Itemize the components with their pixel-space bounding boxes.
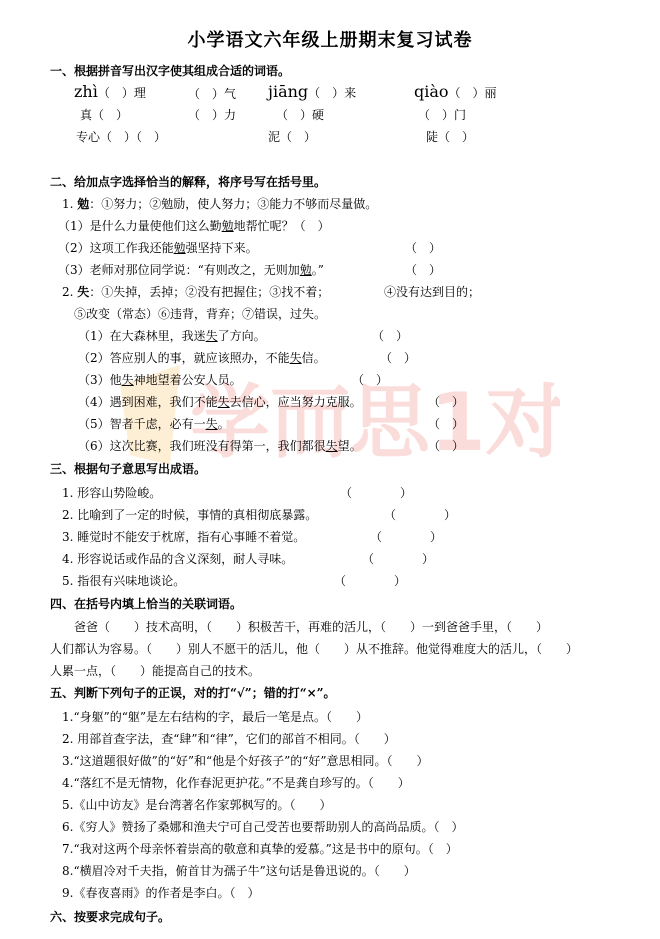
tf-3: 3.“这道题很好做”的“好”和“他是个好孩子”的“好”意思相同。（ ） (62, 754, 429, 768)
conj-line-1: 爸爸（ ）技术高明，（ ）积极苦干，再难的活儿，（ ）一到爸爸手里，（ ） (74, 620, 549, 634)
word2-q1: （1）在大森林里，我迷失了方向。 (78, 329, 266, 343)
word2-defs-1b: ④没有达到目的； (384, 285, 481, 299)
tf-7: 7.“我对这两个母亲怀着崇高的敬意和真挚的爱慕。”这是书中的原句。（ ） (62, 842, 458, 856)
word2-defs-2: ⑤改变（常态）⑥违背，背弃；⑦错误，过失。 (74, 307, 327, 321)
row3-item3: 陡（ ） (426, 130, 475, 144)
row3-item1: 专心（ ）（ ） (76, 130, 167, 144)
row2-item1: 真（ ） (80, 108, 129, 122)
word2-q2-blank: （ ） (380, 351, 417, 365)
word1-q3: （3）老师对那位同学说：“有则改之，无则加勉。” (58, 263, 324, 277)
word2-q6: （6）这次比赛，我们班没有得第一，我们都很失望。 (78, 439, 362, 453)
conj-line-2: 人们都认为容易。（ ）别人不愿干的活儿，他（ ）从不推辞。他觉得难度大的活儿，（ ） (50, 642, 579, 656)
tf-9: 9.《春夜喜雨》的作者是李白。（ ） (62, 886, 260, 900)
tf-1: 1.“身躯”的“躯”是左右结构的字，最后一笔是点。（ ） (62, 710, 368, 724)
idiom-4: 4. 形容说话或作品的含义深刻，耐人寻味。 (62, 552, 294, 566)
row2-item2: （ ）力 (188, 108, 237, 122)
tf-6: 6.《穷人》赞扬了桑娜和渔夫宁可自己受苦也要帮助别人的高尚品质。（ ） (62, 820, 464, 834)
word1-q3-blank: （ ） (405, 263, 442, 277)
word1-q2: （2）这项工作我还能勉强坚持下来。 (58, 241, 258, 255)
conj-line-3: 人累一点，（ ）能提高自己的技术。 (50, 664, 261, 678)
tf-2: 2. 用部首查字法，查“肆”和“律”，它们的部首不相同。（ ） (62, 732, 396, 746)
idiom-1-blank: （ ） (340, 486, 413, 500)
word2-q4: （4）遇到困难，我们不能失去信心，应当努力克服。 (78, 395, 362, 409)
idiom-5-blank: （ ） (334, 574, 407, 588)
idiom-2-blank: （ ） (384, 508, 457, 522)
word2-q5: （5）智者千虑，必有一失。 (78, 417, 230, 431)
tf-5: 5.《山中访友》是台湾著名作家郭枫写的。（ ） (62, 798, 332, 812)
pinyin-qiao: qiào（ ）丽 (414, 82, 497, 101)
word2-q4-blank: （ ） (428, 395, 465, 409)
page-title: 小学语文六年级上册期末复习试卷 (187, 30, 473, 51)
idiom-3: 3. 睡觉时不能安于枕席，指有心事睡不着觉。 (62, 530, 306, 544)
section-6-heading: 六、按要求完成句子。 (50, 910, 171, 924)
svg-text:学而思1对1: 学而思1对 (190, 376, 560, 469)
word2-q3: （3）他失神地望着公安人员。 (78, 373, 242, 387)
row2-item3: （ ）硬 (276, 108, 325, 122)
idiom-2: 2. 比喻到了一定的时候，事情的真相彻底暴露。 (62, 508, 318, 522)
row2-item4: （ ）门 (418, 108, 467, 122)
word2-defs-1: 2. 失：①失掉，丢掉；②没有把握住；③找不着； (62, 285, 330, 299)
row3-item2: 泥（ ） (268, 130, 317, 144)
blank-qi: （ ）气 (188, 87, 237, 101)
word2-q1-blank: （ ） (372, 329, 409, 343)
section-5-heading: 五、判断下列句子的正误，对的打“√”；错的打“×”。 (50, 686, 336, 700)
pinyin-jiang: jiāng（ ）来 (268, 82, 357, 101)
word2-q6-blank: （ ） (428, 439, 465, 453)
section-2-heading: 二、给加点字选择恰当的解释，将序号写在括号里。 (50, 175, 327, 189)
word2-q3-blank: （ ） (352, 373, 389, 387)
section-4-heading: 四、在括号内填上恰当的关联词语。 (50, 597, 243, 611)
idiom-3-blank: （ ） (370, 530, 443, 544)
tf-8: 8.“横眉冷对千夫指，俯首甘为孺子牛”这句话是鲁迅说的。（ ） (62, 864, 416, 878)
idiom-1: 1. 形容山势险峻。 (62, 486, 162, 500)
word1-defs: 1. 勉：①努力；②勉励，使人努力；③能力不够而尽量做。 (62, 197, 378, 211)
idiom-5: 5. 指很有兴味地谈论。 (62, 574, 186, 588)
section-1-heading: 一、根据拼音写出汉字使其组成合适的词语。 (50, 64, 291, 78)
idiom-4-blank: （ ） (362, 552, 435, 566)
word1-q2-blank: （ ） (405, 241, 442, 255)
word2-q2: （2）答应别人的事，就应该照办，不能失信。 (78, 351, 326, 365)
pinyin-zhi: zhì（ ）理 (74, 82, 146, 101)
tf-4: 4.“落红不是无情物，化作春泥更护花。”不是龚自珍写的。（ ） (62, 776, 410, 790)
section-3-heading: 三、根据句子意思写出成语。 (50, 462, 207, 476)
word2-q5-blank: （ ） (428, 417, 465, 431)
word1-q1: （1）是什么力量使他们这么勤勉地帮忙呢？（ ） (58, 219, 330, 233)
